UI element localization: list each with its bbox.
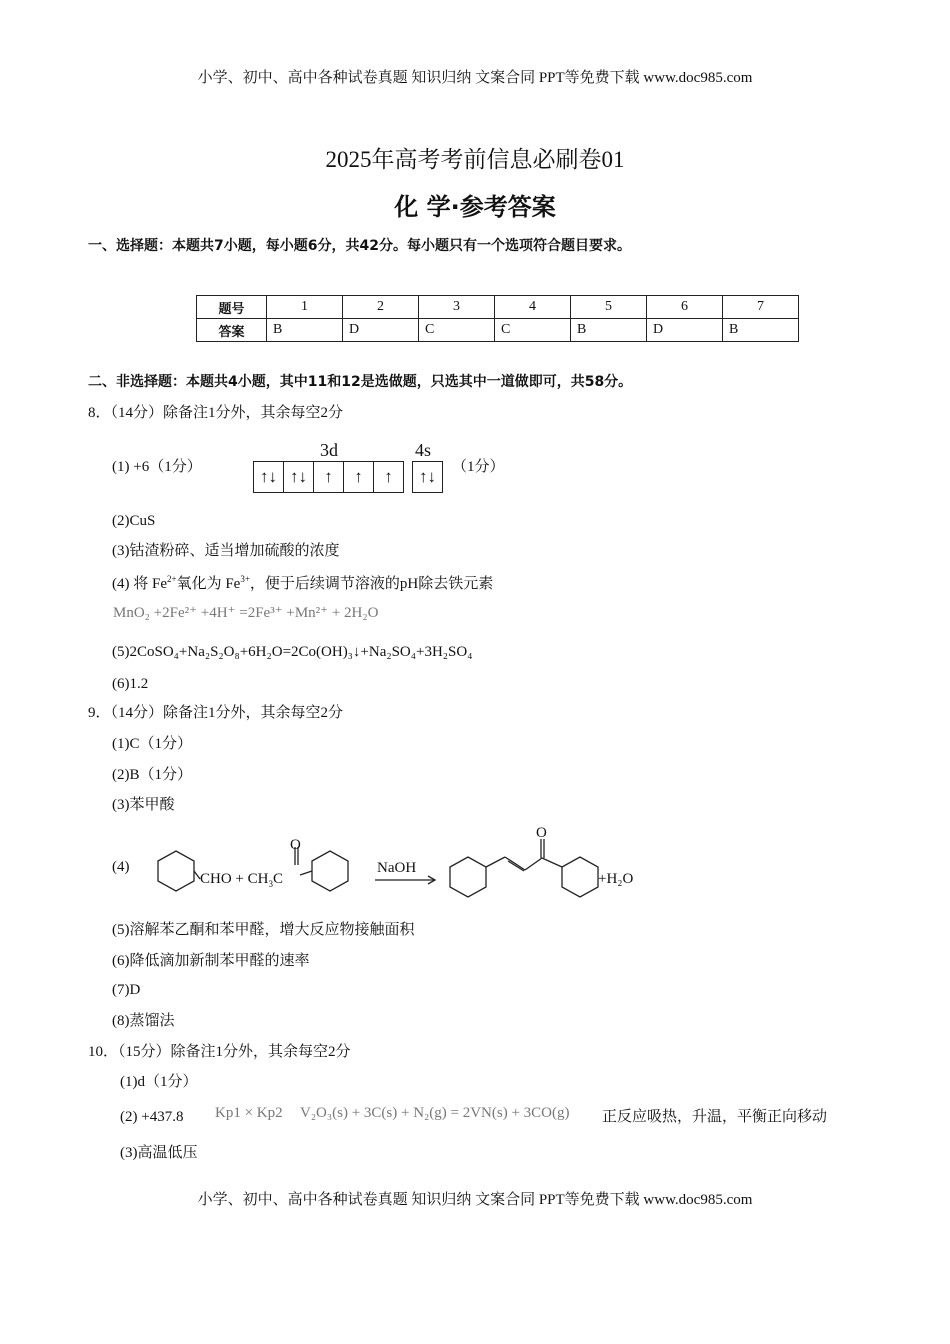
q8-answer-4: (4) 将 $Fe^{2+}$氧化为 $Fe^{3+}$，便于后续调节溶液的pH除去铁元素 bbox=[112, 574, 494, 592]
water-label: +H₂O bbox=[598, 871, 634, 887]
table-cell: 7 bbox=[723, 296, 799, 319]
q8-answer-1: (1) +6（1分） bbox=[112, 459, 202, 475]
q9-answer-4: (4) bbox=[112, 859, 130, 875]
q9-answer-3: (3)苯甲酸 bbox=[112, 797, 175, 813]
orbital-diagram-4s bbox=[412, 461, 443, 493]
table-cell: 6 bbox=[647, 296, 723, 319]
q9-answer-2: (2)B（1分） bbox=[112, 767, 192, 783]
orbital-diagram-3d bbox=[253, 461, 404, 493]
table-cell: 1 bbox=[267, 296, 343, 319]
q8-answer-5: (5)2CoSO₄+Na₂S₂O₈+6H₂O=2Co(OH)₃↓+Na₂SO₄+3H₂SO₄ bbox=[112, 644, 473, 660]
table-cell: D bbox=[647, 319, 723, 342]
table-cell: B bbox=[571, 319, 647, 342]
q8-heading: 8．（14分）除备注1分外，其余每空2分 bbox=[88, 405, 344, 421]
benzene-ring-icon bbox=[450, 857, 486, 897]
orbital-box: ↑↓ bbox=[254, 462, 284, 492]
q9-answer-7: (7)D bbox=[112, 982, 141, 998]
page-header: 小学、初中、高中各种试卷真题 知识归纳 文案合同 PPT等免费下载 www.doc985.com bbox=[197, 70, 753, 86]
table-cell: 4 bbox=[495, 296, 571, 319]
reaction-reagent-label: NaOH bbox=[377, 860, 417, 876]
page-subtitle: 化 学·参考答案 bbox=[394, 193, 556, 221]
table-row bbox=[197, 319, 799, 342]
q9-answer-6: (6)降低滴加新制苯甲醛的速率 bbox=[112, 953, 310, 969]
q8-answer-4-equation: MnO₂ +2Fe²⁺ +4H⁺ =2Fe³⁺ +Mn²⁺ + 2H₂O bbox=[113, 605, 379, 621]
q10-answer-1: (1)d（1分） bbox=[120, 1074, 198, 1090]
answer-table bbox=[196, 295, 799, 342]
orbital-box: ↑ bbox=[384, 467, 393, 486]
orbital-box: ↑↓ bbox=[419, 467, 436, 486]
q10-answer-2-k: Kp1 × Kp2 bbox=[215, 1105, 283, 1121]
page-title: 2025年高考考前信息必刷卷01 bbox=[325, 147, 625, 172]
section-1-heading: 一、选择题：本题共7小题，每小题6分，共42分。每小题只有一个选项符合题目要求。 bbox=[88, 238, 631, 254]
orbital-label-3d: 3d bbox=[320, 440, 338, 460]
orbital-box: ↑↓ bbox=[284, 462, 314, 492]
q8-answer-2: (2)CuS bbox=[112, 513, 156, 529]
carbonyl-oxygen-label: O bbox=[290, 837, 301, 853]
table-cell: 2 bbox=[343, 296, 419, 319]
q8-answer-6: (6)1.2 bbox=[112, 676, 149, 692]
q9-answer-1: (1)C（1分） bbox=[112, 736, 192, 752]
q9-heading: 9．（14分）除备注1分外，其余每空2分 bbox=[88, 705, 344, 721]
q9-answer-8: (8)蒸馏法 bbox=[112, 1013, 175, 1029]
q10-answer-2: (2) +437.8 bbox=[120, 1109, 184, 1125]
q8-answer-1-points: （1分） bbox=[452, 459, 505, 475]
section-2-heading: 二、非选择题：本题共4小题，其中11和12是选做题，只选其中一道做即可，共58分。 bbox=[88, 374, 633, 390]
q10-answer-2-explanation: 正反应吸热，升温，平衡正向移动 bbox=[602, 1109, 828, 1125]
table-header-cell: 题号 bbox=[197, 296, 267, 319]
table-header-cell: 答案 bbox=[197, 319, 267, 342]
table-cell: 5 bbox=[571, 296, 647, 319]
benzene-ring-icon bbox=[158, 851, 194, 891]
reaction-reactant-text: CHO + $CH_3C$ bbox=[200, 871, 283, 889]
table-cell: C bbox=[495, 319, 571, 342]
q9-answer-5: (5)溶解苯乙酮和苯甲醛，增大反应物接触面积 bbox=[112, 922, 415, 938]
table-cell: D bbox=[343, 319, 419, 342]
page-footer: 小学、初中、高中各种试卷真题 知识归纳 文案合同 PPT等免费下载 www.doc985.com bbox=[197, 1192, 753, 1208]
benzene-ring-icon bbox=[562, 857, 598, 897]
table-cell: B bbox=[723, 319, 799, 342]
table-row bbox=[197, 296, 799, 319]
product-oxygen-label: O bbox=[536, 825, 547, 841]
benzene-ring-icon bbox=[312, 851, 348, 891]
table-cell: 3 bbox=[419, 296, 495, 319]
q10-answer-3: (3)高温低压 bbox=[120, 1145, 198, 1161]
orbital-box: ↑ bbox=[314, 462, 344, 492]
orbital-box: ↑ bbox=[344, 462, 374, 492]
table-cell: B bbox=[267, 319, 343, 342]
q8-answer-3: (3)钴渣粉碎、适当增加硫酸的浓度 bbox=[112, 543, 340, 559]
orbital-label-4s: 4s bbox=[415, 440, 432, 460]
q10-answer-2-equation: V₂O₃(s) + 3C(s) + N₂(g) = 2VN(s) + 3CO(g) bbox=[300, 1105, 570, 1121]
q10-heading: 10．（15分）除备注1分外，其余每空2分 bbox=[88, 1044, 351, 1060]
table-cell: C bbox=[419, 319, 495, 342]
